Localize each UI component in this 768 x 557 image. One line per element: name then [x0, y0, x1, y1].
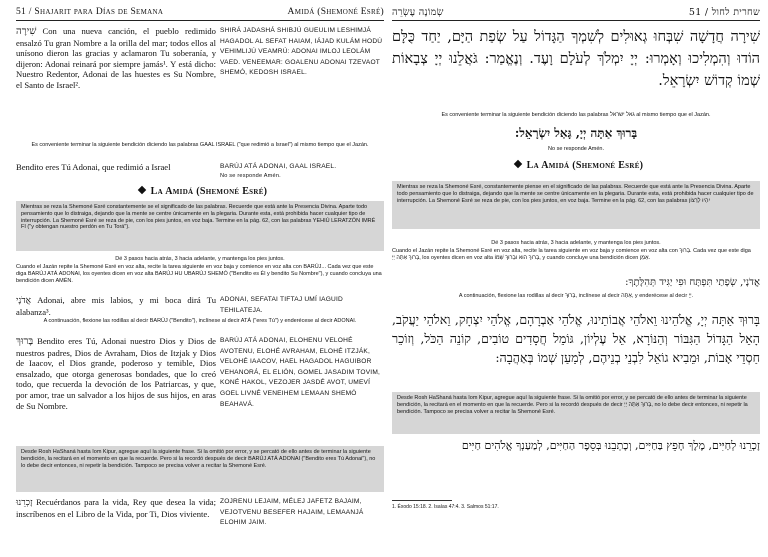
- zojrenu-initial-word: זָכְרֵנוּ: [16, 498, 33, 508]
- amida-instructions-box: Mientras se reza la Shemoné Esré constantemente se el significado de las palabras. Recuerde que está ante la Presencia Divina. Aparte todo pensamiento que lo distraiga, dejando que la mente se centre únicamente en la plegaria. Durante esta, está prohibida hacer cualquier tipo de interrupción. La Shemoné Esré se reza de pie, con los pies juntos, en voz baja. Termine en la pág. 62, con las palabras YEHIÚ LERATZÓN IMRÉ FI ("y obtengan nuestro perdón en Tu Torá").: [16, 201, 384, 251]
- no-amen-note-he: No se responde Amén.: [548, 146, 604, 152]
- rosh-hashana-box: Desde Rosh HaShaná hasta Iom Kipur, agregue aquí la siguiente frase. Si la omitió por error, y se percató de ello antes de terminar la siguiente bendición, la recitará en el momento en que la recuerde. Pero si la recordó después de decir BARÚJ ATÁ ADONAI ("Bendito eres Tú Adonai"), no lo debe decir entonces, ni repetir la bendición. Tampoco se precisa volver a recitar la Shemoné Esré.: [16, 446, 384, 492]
- left-running-header: [16, 6, 384, 21]
- rosh-hashana-box-he: Desde Rosh HaShaná hasta Iom Kipur, agregue aquí la siguiente frase. Si la omitió por error, y se percató de ello antes de terminar la siguiente bendición, la recitará en el momento en que la recuerde. Pero si la recordó después de decir בָּרוּךְ אַתָּה יְיָ, no lo debe decir entonces, ni repetir la bendición. Tampoco se precisa volver a recitar la Shemoné Esré.: [392, 392, 760, 434]
- bow-instruction: A continuación, flexione las rodillas al decir BARÚJ ("Bendito"), inclínese al decir ATÁ ("eres Tú") y enderécese al decir ADONAI.: [43, 318, 357, 324]
- diamond-icon: [513, 160, 521, 168]
- footnotes: 1. Éxodo 15:18. 2. Isaías 47:4. 3. Salmos 51:17.: [392, 504, 499, 510]
- right-running-header: [392, 6, 760, 21]
- shirah-initial-word: שִׁירָה: [16, 26, 37, 37]
- avot-spanish: Bendito eres Tú, Adonai nuestro Dios y Dios de nuestros padres, Dios de Avraham, Dios de Itzjak y Dios de Iaacov, el Dios grande, poderoso y temible, Dios ensalzado, que otorga generosas bondades, que lo creó todo, que recuerda la devoción de los Patriarcas, y que, por amor, trae un salvador a los hijos de sus hijos, en aras de Su Nombre.: [16, 336, 216, 411]
- left-page: [16, 0, 384, 557]
- shirah-transliteration: SHIRÁ JADASHÁ SHIBJÚ GUEULIM LESHIMJÁ HAGADOL AL SEFAT HAIAM, IÁJAD KULÁM HODÚ VEHIMLIJÚ VEAMRÚ: ADONAI IMLOJ LEOLÁM VAED. VENEEMAR: GOALENU ADONAI TZEVAOT SHEMÓ, KEDOSH ISRAEL.: [220, 27, 383, 77]
- no-amen-note: No se responde Amén.: [220, 172, 281, 179]
- footnote-divider: [392, 500, 452, 501]
- gaal-transliteration: BARÚJ ATÁ ADONAI, GAAL ISRAEL.: [220, 163, 337, 170]
- gaal-spanish: Bendito eres Tú Adonai, que redimió a Israel: [16, 162, 171, 172]
- adonai-sefatai-hebrew: אֲדֹנָי, שְׂפָתַי תִּפְתָּח וּפִי יַגִּיד תְּהִלָּתֶךָ:: [625, 277, 760, 288]
- avot-hebrew: בָּרוּךְ אַתָּה יְיָ, אֱלֹהֵינוּ וֵאלֹהֵי אֲבוֹתֵינוּ, אֱלֹהֵי אַבְרָהָם, אֱלֹהֵי יִצְחָק, וֵאלֹהֵי יַעֲקֹב, הָאֵל הַגָּדוֹל הַגִּבּוֹר וְהַנּוֹרָא, אֵל עֶלְיוֹן, גּוֹמֵל חֲסָדִים טוֹבִים, קוֹנֵה הַכֹּל, וְזוֹכֵר חַסְדֵי אָבוֹת, וּמֵבִיא גוֹאֵל לִבְנֵי בְנֵיהֶם, לְמַעַן שְׁמוֹ בְּאַהֲבָה:: [392, 312, 760, 365]
- gaal-hebrew: בָּרוּךְ אַתָּה יְיָ, גָּאַל יִשְׂרָאֵל:: [514, 126, 638, 140]
- amida-instructions-box-he: Mientras se reza la Shemoné Esré, constantemente piense en el significado de las palabras. Recuerde que está ante la Presencia Divina. Aparte todo pensamiento que lo distraiga, dejando que la mente se centre únicamente en la plegaria. Durante esta, está prohibida hacer cualquier tipo de interrupción. La Shemoné Esré se reza de pie, con los pies juntos, en voz baja. Termine en la pág. 62, con las palabras יִהְיוּ לְרָצוֹן: [392, 181, 760, 229]
- left-header-section: Amidá (Shemoné Esré): [287, 7, 384, 17]
- right-header-page: שחרית לחול / 51: [688, 7, 760, 18]
- baruj-initial-word: בָּרוּךְ: [16, 336, 34, 347]
- adonai-initial-word: אֲדֹנָי: [16, 296, 32, 306]
- left-header-page: 51 / Shajarit para Días de Semana: [16, 7, 164, 17]
- avot-transliteration: BARÚJ ATÁ ADONAI, ELOHENU VELOHÉ AVOTENU, ELOHÉ AVRAHAM, ELOHÉ ITZJÁK, VELOHÉ IAACOV, HAEL HAGADOL HAGUIBOR VEHANORÁ, EL ELIÓN, GOMEL JASADIM TOVIM, KONÉ HAKOL, VEZOJER JASDÉ AVOT, UMEVÍ GOEL LIVNÉ VENEIHEM LEMAAN SHEMÓ BEAHAVÁ.: [220, 337, 381, 408]
- right-header-section: שְׂמוֹנֶה עֶשְׂרֵה: [392, 7, 444, 18]
- repetition-instruction: Cuando el Jazán repite la Shemoné Esré en voz alta, recite la tarea siguiente en voz baja y comience en voz alta con BARÚJ... Cada vez que este diga BARÚJ ATÁ ADONAI, los oyentes dicen en voz alta BARÚJ HU UBARÚJ SHEMÓ ("Bendito es Él y bendito Su Nombre"), y cuando concluya una bendición dicen AMÉN.: [16, 264, 382, 284]
- zojrenu-hebrew: זָכְרֵנוּ לְחַיִּים, מֶלֶךְ חָפֵץ בַּחַיִּים, וְכָתְבֵנוּ בְּסֵפֶר הַחַיִּים, לְמַעַנְךָ אֱלֹהִים חַיִּים: [461, 439, 760, 452]
- right-page: [392, 0, 760, 557]
- gaal-instruction: Es conveniente terminar la siguiente bendición diciendo las palabras GAAL ISRAEL ("que redimió a Israel") al mismo tiempo que el Jazán.: [31, 142, 369, 148]
- amida-title-he: La Amidá (Shemoné Esré): [392, 160, 760, 171]
- bow-instruction-he: A continuación, flexione las rodillas al decir בָּרוּךְ, inclínese al decir אַתָּה, y enderécese al decir יְיָ.: [458, 293, 694, 299]
- shirah-hebrew: שִׁירָה חֲדָשָׁה שִׁבְּחוּ גְאוּלִים לְשִׁמְךָ הַגָּדוֹל עַל שְׂפַת הַיָּם, יַחַד כֻּלָּם הוֹדוּ וְהִמְלִיכוּ וְאָמְרוּ: יְיָ יִמְלֹךְ לְעֹלָם וָעֶד. וְנֶאֱמַר: גֹּאֲלֵנוּ יְיָ צְבָאוֹת שְׁמוֹ קְדוֹשׁ יִשְׂרָאֵל.: [392, 29, 760, 89]
- amida-title: La Amidá (Shemoné Esré): [16, 186, 384, 197]
- adonai-spanish: Adonai, abre mis labios, y mi boca dirá Tu alabanza³.: [16, 295, 216, 317]
- zojrenu-spanish: Recuérdanos para la vida, Rey que desea la vida; inscríbenos en el Libro de la Vida, por Ti, Dios viviente.: [16, 497, 216, 519]
- shirah-spanish: Con una nueva canción, el pueblo redimido ensalzó Tu gran Nombre a la orilla del mar; todos ellos al unísono dieron las gracias y aclamaron Tu soberanía, y dijeron: Adonai reinará por siempre jamás¹. Y está dicho: Nuestro Redentor, Adonai de las huestes es Su Nombre, el Santo de Israel².: [16, 26, 216, 90]
- diamond-icon: [137, 186, 145, 194]
- adonai-transliteration: ADONAI, SEFATAI TIFTAJ UMÍ IAGUID TEHILATEJA.: [220, 296, 343, 314]
- repetition-instruction-he: Cuando el Jazán repite la Shemoné Esré en voz alta, recite la tarea siguiente en voz baja y comience en voz alta con בָּרוּךְ. Cada vez que este diga בָּרוּךְ אַתָּה יְיָ, los oyentes dicen en voz alta בָּרוּךְ הוּא וּבָרוּךְ שְׁמוֹ, y cuando concluye una bendición dicen אָמֵן.: [392, 248, 751, 261]
- zojrenu-transliteration: ZOJRENU LEJAIM, MÉLEJ JAFETZ BAJAIM, VEJOTVENU BESEFER HAJAIM, LEMAANJÁ ELOHIM JAIM.: [220, 498, 364, 527]
- steps-instruction: Dé 3 pasos hacia atrás, 3 hacia adelante, y mantenga los pies juntos.: [115, 256, 285, 262]
- gaal-instruction-he: Es conveniente terminar la siguiente bendición diciendo las palabras גאל ישראל al mismo tiempo que el Jazán.: [441, 112, 711, 118]
- steps-instruction-he: Dé 3 pasos hacia atrás, 3 hacia adelante, y mantenga los pies juntos.: [491, 240, 661, 246]
